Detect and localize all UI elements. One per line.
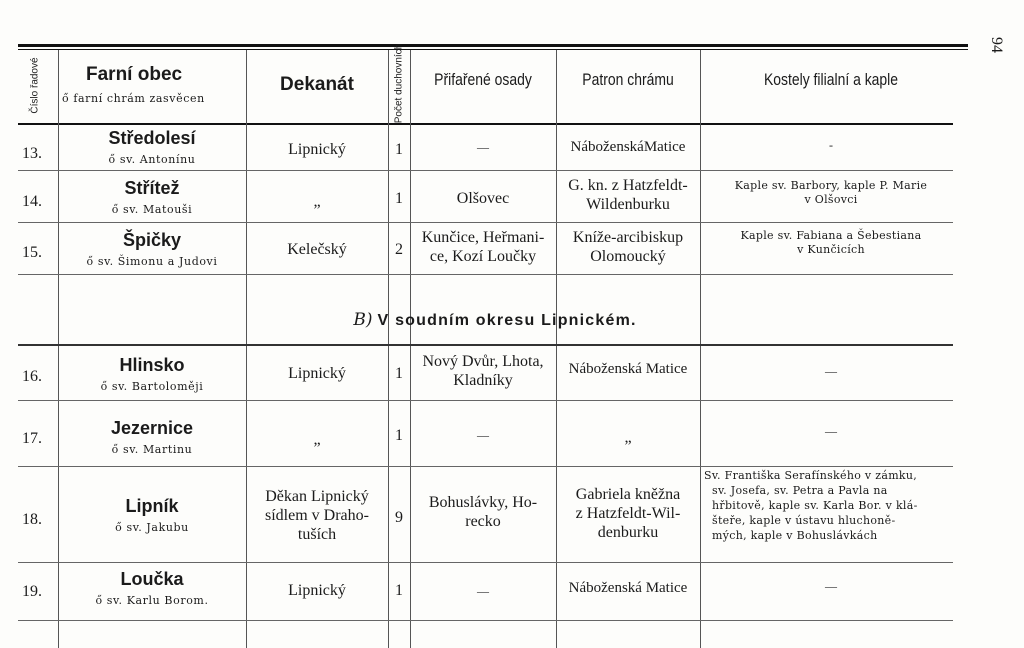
- churches-line1: Kaple sv. Barbory, kaple P. Marie: [734, 179, 928, 192]
- villages-line2: ce, Kozí Loučky: [429, 248, 537, 265]
- header-order: Číslo řadové: [29, 57, 41, 114]
- row-separator: [18, 170, 953, 171]
- villages: —: [477, 428, 489, 442]
- top-rule-thin: [18, 49, 968, 50]
- patron-line2: Olomoucký: [590, 248, 666, 265]
- row-number: 15.: [22, 244, 42, 261]
- deanery: Lipnický: [288, 582, 346, 599]
- churches-line1: Kaple sv. Fabiana a Šebestiana: [740, 229, 922, 242]
- deanery: „: [313, 431, 321, 448]
- parish-dedication: ő sv. Martinu: [111, 443, 193, 456]
- parish-name: Střítež: [124, 178, 180, 198]
- parish-dedication: ő sv. Jakubu: [115, 521, 189, 534]
- deanery-line3: tuších: [297, 526, 337, 543]
- villages-line2: Kladníky: [453, 372, 513, 389]
- header-rule: [18, 123, 953, 125]
- header-churches: Kostely filialní a kaple: [763, 70, 899, 89]
- villages-line1: Kunčice, Heřmani-: [421, 229, 545, 246]
- clergy-count: 2: [395, 241, 403, 258]
- churches-line4: šteře, kaple v ústavu hluchoně-: [712, 514, 896, 527]
- clergy-count: 1: [395, 427, 403, 444]
- parish-dedication: ő sv. Šimonu a Judovi: [86, 255, 218, 268]
- churches: —: [825, 424, 837, 438]
- row-number: 14.: [22, 193, 42, 210]
- top-rule-thick: [18, 44, 968, 47]
- row-number: 13.: [22, 145, 42, 162]
- header-patron: Patron chrámu: [582, 70, 674, 89]
- churches-line1: Sv. Františka Serafínského v zámku,: [704, 469, 918, 482]
- churches-line5: mých, kaple v Bohuslávkách: [712, 529, 878, 542]
- parish-dedication: ő sv. Antonínu: [108, 153, 196, 166]
- row-number: 17.: [22, 430, 42, 447]
- villages: —: [477, 584, 489, 598]
- row-separator: [18, 222, 953, 223]
- clergy-count: 1: [395, 365, 403, 382]
- churches-line2: sv. Josefa, sv. Petra a Pavla na: [712, 484, 888, 497]
- deanery: Lipnický: [288, 365, 346, 382]
- row-number: 19.: [22, 583, 42, 600]
- parish-name: Lipník: [125, 496, 179, 516]
- villages-line2: recko: [465, 513, 501, 530]
- parish-dedication: ő sv. Matouši: [111, 203, 193, 216]
- header-parish-sub: ő farní chrám zasvěcen: [62, 92, 205, 105]
- churches-line2: v Olšovci: [804, 193, 858, 206]
- row-separator: [18, 274, 953, 275]
- deanery: Lipnický: [288, 141, 346, 158]
- row-separator: [18, 466, 953, 467]
- parish-name: Špičky: [122, 230, 182, 250]
- section-heading: [0, 310, 990, 330]
- clergy-count: 1: [395, 141, 403, 158]
- header-villages: Přifařené osady: [434, 70, 532, 89]
- row-separator: [18, 562, 953, 563]
- row-number: 16.: [22, 368, 42, 385]
- page-number: 94: [988, 37, 1005, 53]
- row-separator: [18, 400, 953, 401]
- section-rule: [18, 344, 953, 346]
- row-number: 18.: [22, 511, 42, 528]
- row-separator: [18, 620, 953, 621]
- parish-name: Středolesí: [108, 128, 196, 148]
- clergy-count: 1: [395, 582, 403, 599]
- section-title: V soudním okresu Lipnickém.: [377, 312, 637, 329]
- deanery: Kelečský: [287, 241, 347, 258]
- patron: „: [624, 429, 632, 446]
- patron: Náboženská Matice: [568, 361, 688, 377]
- deanery-line1: Děkan Lipnický: [265, 488, 369, 505]
- patron-line2: Wildenburku: [586, 196, 670, 213]
- header-deanery: Dekanát: [280, 74, 354, 95]
- patron: NáboženskáMatice: [570, 139, 686, 155]
- parish-dedication: ő sv. Bartoloměji: [100, 380, 204, 393]
- patron-line3: denburku: [597, 524, 659, 541]
- patron-line1: Kníže-arcibiskup: [572, 229, 684, 246]
- villages: Olšovec: [456, 190, 510, 207]
- header-clergy: Počet duchovních: [393, 43, 405, 124]
- deanery-line2: sídlem v Draho-: [265, 507, 369, 524]
- patron-line1: Gabriela kněžna: [575, 486, 681, 503]
- clergy-count: 1: [395, 190, 403, 207]
- parish-dedication: ő sv. Karlu Borom.: [95, 594, 209, 607]
- section-letter: B): [353, 310, 373, 330]
- header-parish: Farní obec: [86, 64, 183, 85]
- parish-name: Loučka: [120, 569, 184, 589]
- villages: —: [477, 140, 489, 154]
- villages-line1: Nový Dvůr, Lhota,: [422, 353, 544, 370]
- patron-line2: z Hatzfeldt-Wil-: [575, 505, 681, 522]
- churches-line3: hřbitově, kaple sv. Karla Bor. v klá-: [712, 499, 918, 512]
- clergy-count: 9: [395, 509, 403, 526]
- parish-name: Hlinsko: [119, 355, 185, 375]
- patron: Náboženská Matice: [568, 580, 688, 596]
- parish-name: Jezernice: [110, 418, 194, 438]
- patron-line1: G. kn. z Hatzfeldt-: [568, 177, 688, 194]
- churches: —: [825, 364, 837, 378]
- churches: -: [829, 138, 833, 152]
- deanery: „: [313, 193, 321, 210]
- churches-line2: v Kunčicích: [797, 243, 865, 256]
- villages-line1: Bohuslávky, Ho-: [428, 494, 538, 511]
- churches: —: [825, 579, 837, 593]
